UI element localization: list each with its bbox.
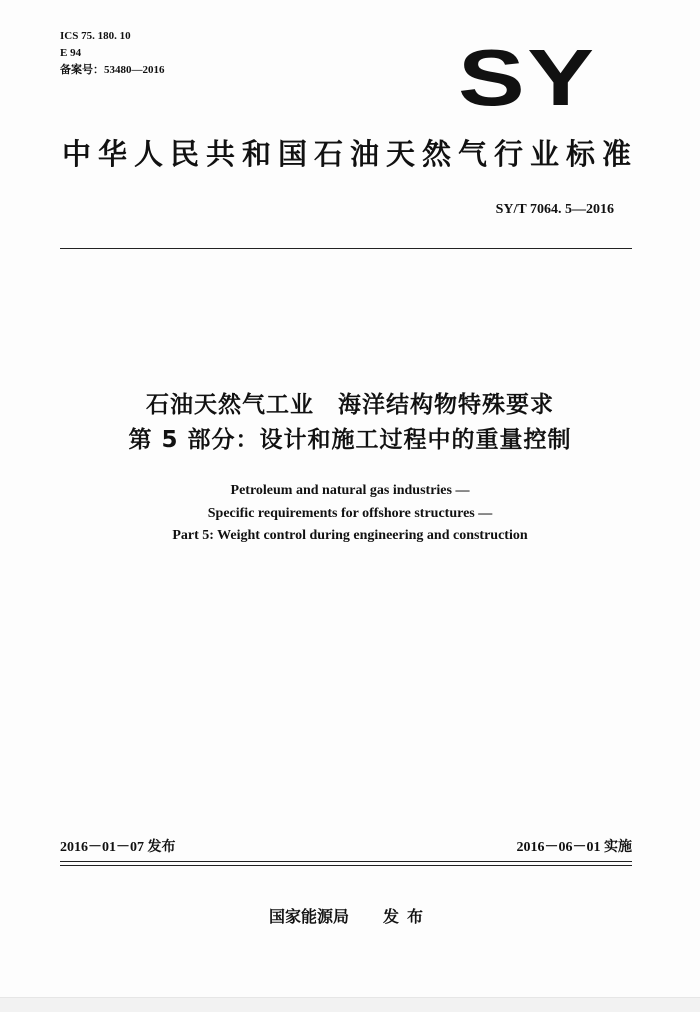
chinese-title-line-2: 第 5 部分：设计和施工过程中的重量控制 xyxy=(128,427,572,453)
ics-code: ICS 75. 180. 10 xyxy=(60,30,131,42)
chinese-title-line-1: 石油天然气工业 海洋结构物特殊要求 xyxy=(146,392,554,418)
standard-number: SY/T 7064. 5—2016 xyxy=(495,202,614,217)
english-title-line-2: Specific requirements for offshore structures — xyxy=(207,506,493,521)
ccs-code: E 94 xyxy=(60,47,82,59)
page-bottom-edge xyxy=(0,997,700,1012)
english-title-line-3: Part 5: Weight control during engineering and construction xyxy=(172,528,528,543)
industry-standard-title: 中华人民共和国石油天然气行业标准 xyxy=(61,137,638,171)
publisher-line xyxy=(0,904,700,927)
effective-date: 2016－06－01 实施 xyxy=(516,840,632,855)
publish-action: 发布 xyxy=(383,907,432,926)
footer-divider xyxy=(60,861,632,866)
issue-date: 2016－01－07 发布 xyxy=(60,840,176,855)
header-divider xyxy=(60,248,632,249)
classification-block xyxy=(60,28,165,79)
english-title-line-1: Petroleum and natural gas industries — xyxy=(230,483,470,498)
record-number: 备案号：53480—2016 xyxy=(60,64,165,76)
publisher-organization: 国家能源局 xyxy=(268,907,349,926)
sy-logo: SY xyxy=(458,33,597,122)
